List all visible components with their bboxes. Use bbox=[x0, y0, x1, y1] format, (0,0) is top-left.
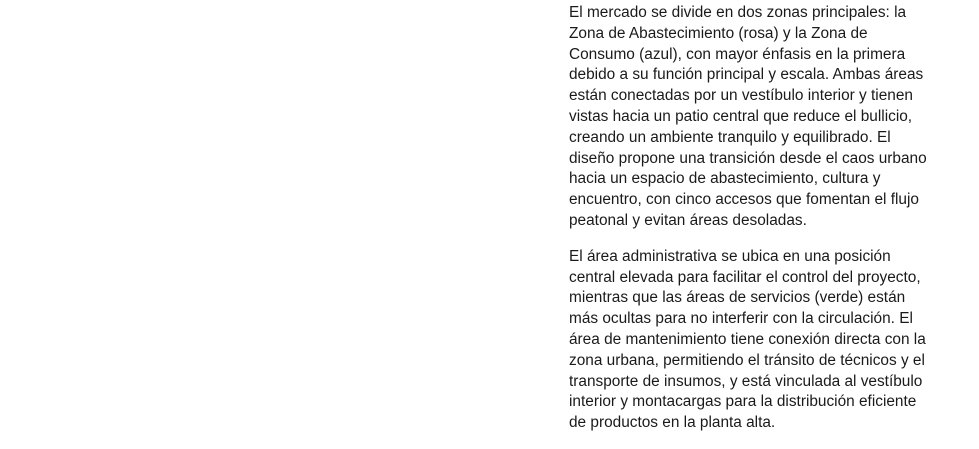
text-column bbox=[569, 3, 931, 449]
paragraph-administration: El área administrativa se ubica en una posición central elevada para facilitar el control del proyecto, mientras que las áreas de servicios (verde) están más ocultas para no interferir con la circulación. El área de mantenimiento tiene conexión directa con la zona urbana, permitiendo el tránsito de técnicos y el transporte de insumos, y está vinculada al vestíbulo interior y montacargas para la distribución eficiente de productos en la planta alta. bbox=[569, 247, 926, 432]
paragraph-zones: El mercado se divide en dos zonas principales: la Zona de Abastecimiento (rosa) y la Zona de Consumo (azul), con mayor énfasis en la primera debido a su función principal y escala. Ambas áreas están conectadas por un vestíbulo interior y tienen vistas hacia un patio central que reduce el bullicio, creando un ambiente tranquilo y equilibrado. El diseño propone una transición desde el caos urbano hacia un espacio de abastecimiento, cultura y encuentro, con cinco accesos que fomentan el flujo peatonal y evitan áreas desoladas. bbox=[569, 4, 927, 229]
